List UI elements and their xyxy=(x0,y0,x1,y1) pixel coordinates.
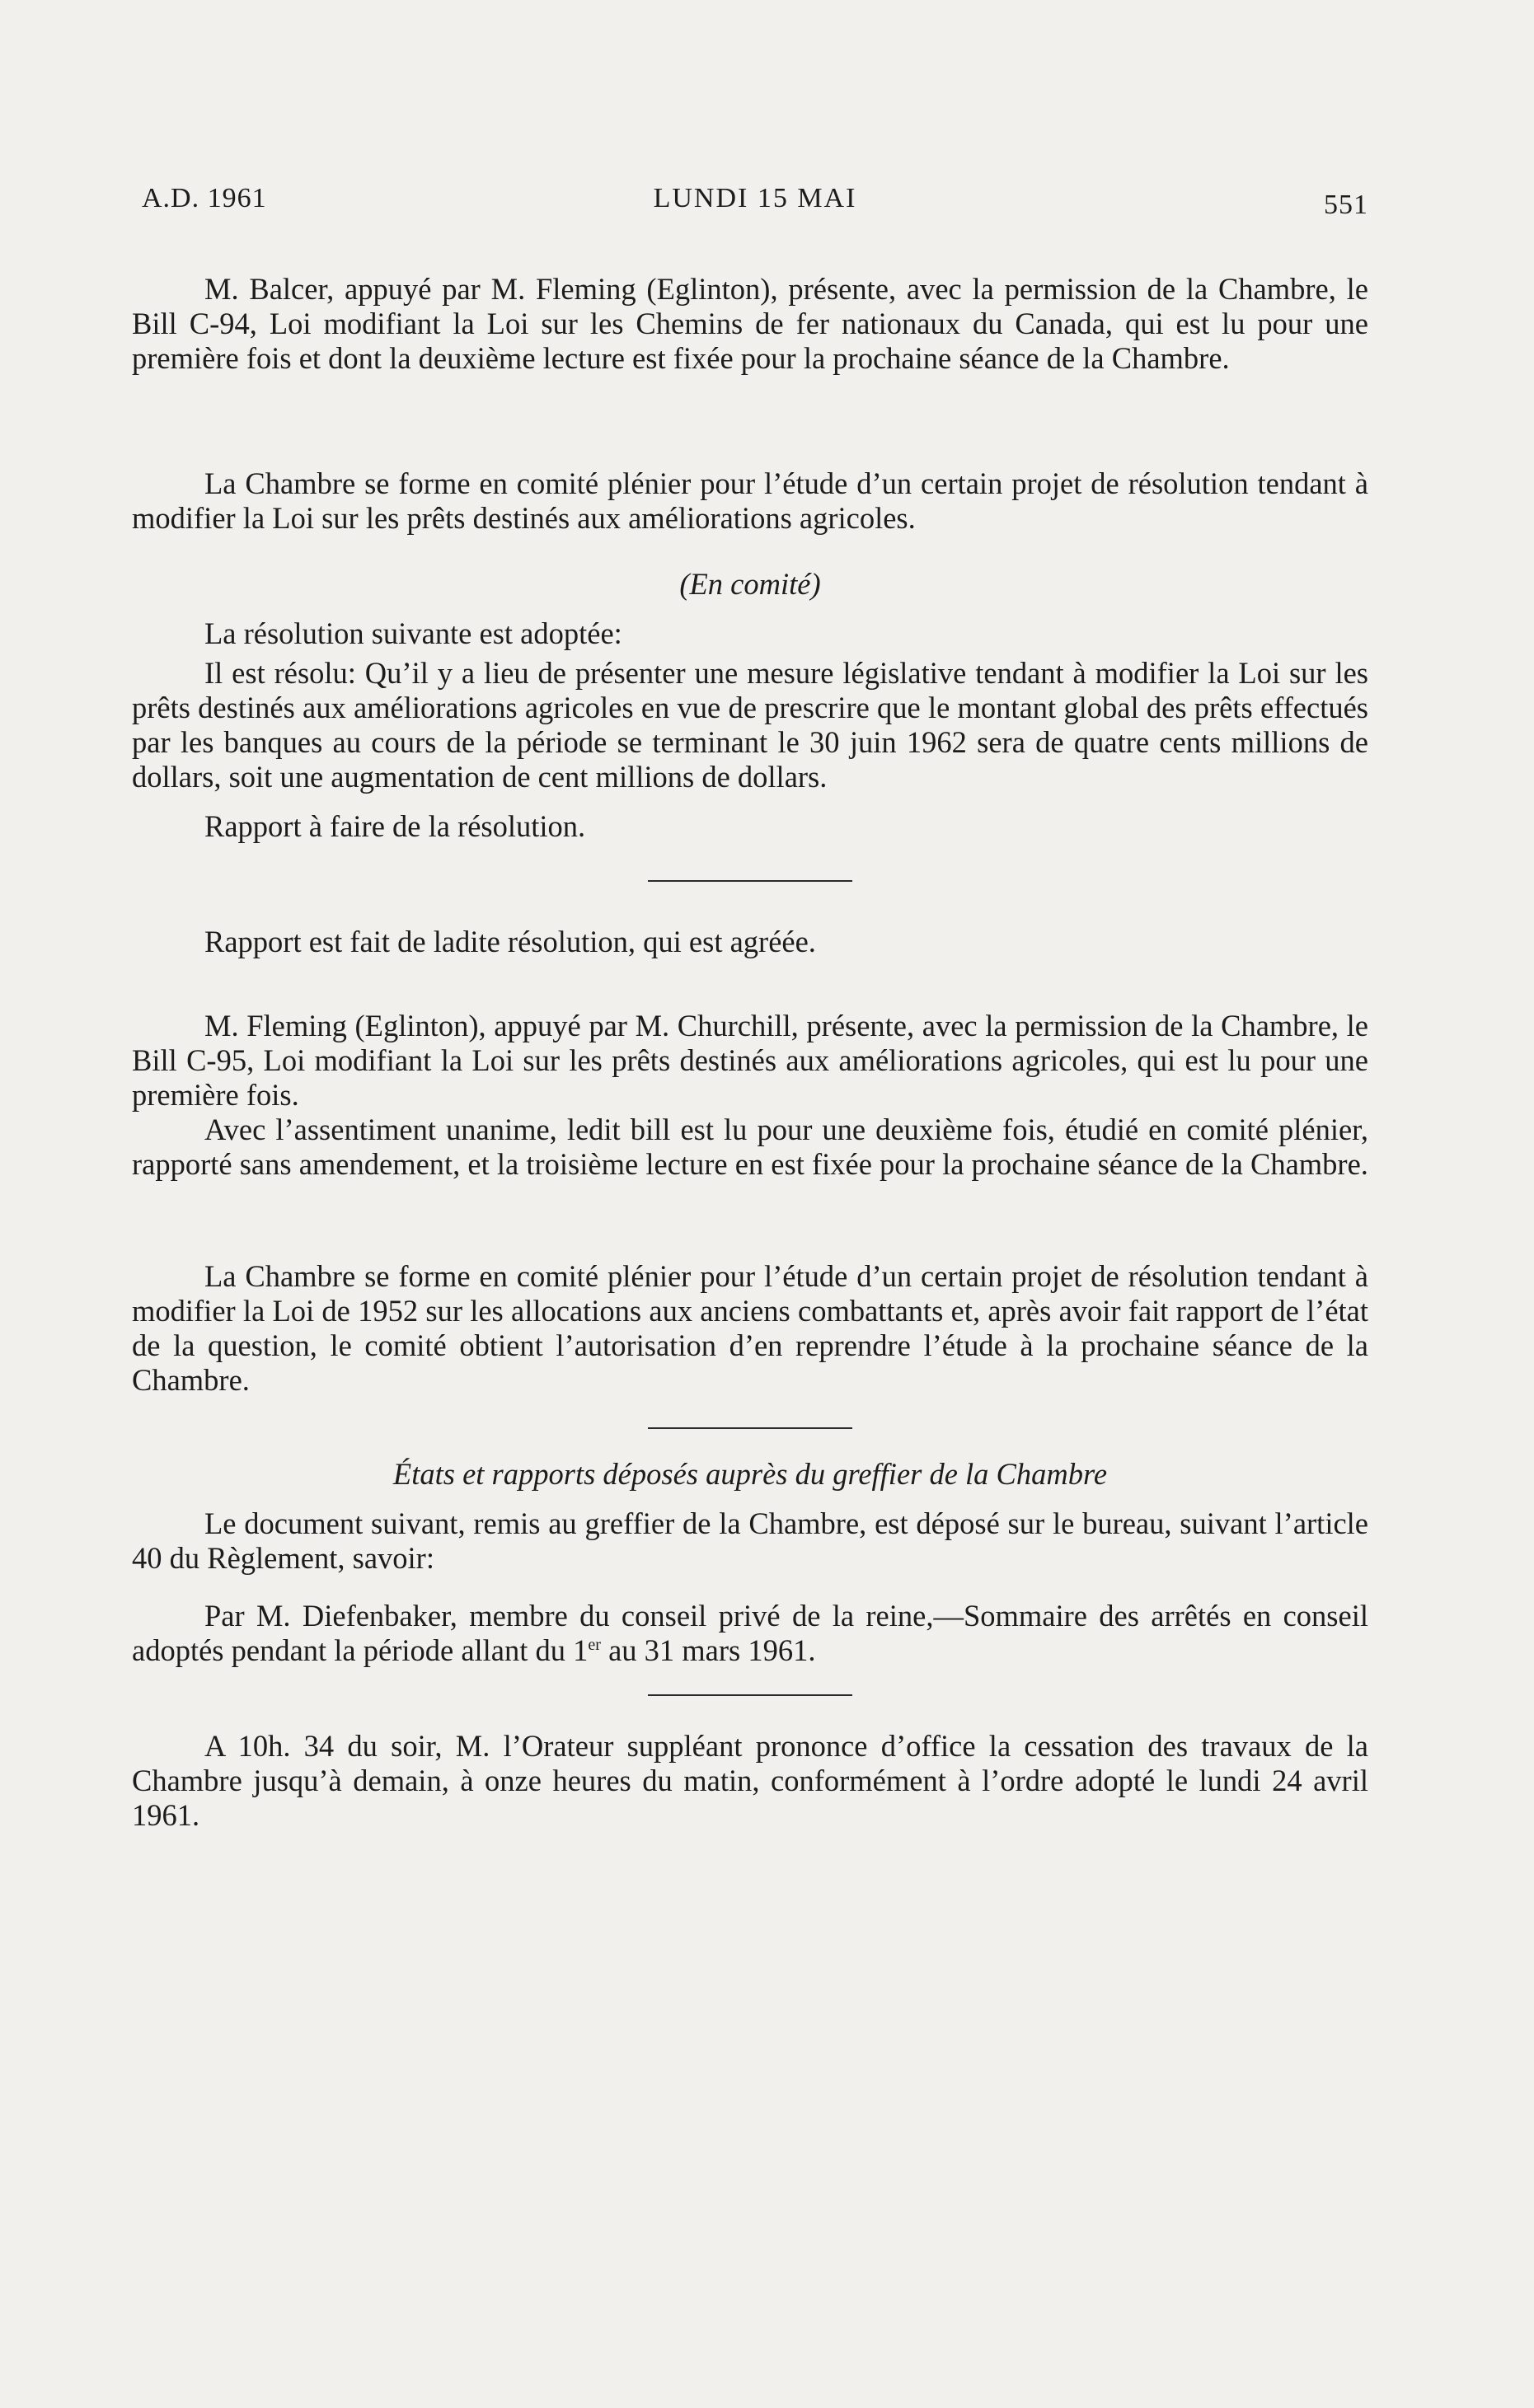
paragraph-bill-c94: M. Balcer, appuyé par M. Fleming (Eglinton), présente, avec la permission de la Chambre, le Bill C-94, Loi modifiant la Loi sur les Chemins de fer nationaux du Canada, qui est lu pour une première fois et dont la deuxième lecture est fixée pour la prochaine séance de la Chambre. xyxy=(132,272,1368,375)
paragraph-veterans-allowance: La Chambre se forme en comité plénier pour l’étude d’un certain projet de résolution tendant à modifier la Loi de 1952 sur les allocations aux anciens combattants et, après avoir fait rapport de l’état de la question, le comité obtient l’autorisation d’en reprendre l’étude à la prochaine séance de la Chambre. xyxy=(132,1259,1368,1397)
paragraph-bill-c95: M. Fleming (Eglinton), appuyé par M. Churchill, présente, avec la permission de la Chambre, le Bill C-95, Loi modifiant la Loi sur les prêts destinés aux améliorations agricoles, qui est lu pour une première fois. xyxy=(132,1009,1368,1112)
page-number: 551 xyxy=(1324,190,1368,220)
paragraph-committee-resolution: La Chambre se forme en comité plénier pour l’étude d’un certain projet de résolution tendant à modifier la Loi sur les prêts destinés aux améliorations agricoles. xyxy=(132,466,1368,535)
section-divider xyxy=(648,1694,852,1696)
header-year: A.D. 1961 xyxy=(142,183,267,213)
section-heading-returns: États et rapports déposés auprès du greffier de la Chambre xyxy=(392,1457,1108,1491)
paragraph-resolution-adopted: La résolution suivante est adoptée: xyxy=(204,616,622,650)
paragraph-diefenbaker-return xyxy=(132,1599,1368,1668)
section-divider xyxy=(648,880,852,882)
running-head xyxy=(142,183,1368,224)
page-body xyxy=(132,272,1368,1833)
paragraph-adjournment: A 10h. 34 du soir, M. l’Orateur suppléant prononce d’office la cessation des travaux de la Chambre jusqu’à demain, à onze heures du matin, conformément à l’ordre adopté le lundi 24 avril 1961. xyxy=(132,1729,1368,1832)
section-divider xyxy=(648,1427,852,1429)
return-text-end: au 31 mars 1961. xyxy=(600,1633,816,1667)
paragraph-report-made: Rapport est fait de ladite résolution, qui est agréée. xyxy=(204,925,816,958)
paragraph-document-tabled: Le document suivant, remis au greffier de la Chambre, est déposé sur le bureau, suivant l’article 40 du Règlement, savoir: xyxy=(132,1506,1368,1575)
ordinal-superscript: er xyxy=(588,1635,601,1654)
en-comite-heading: (En comité) xyxy=(679,567,821,601)
paragraph-resolution-text: Il est résolu: Qu’il y a lieu de présenter une mesure législative tendant à modifier la Loi sur les prêts destinés aux améliorations agricoles en vue de prescrire que le montant global des prêts effectués par les banques au cours de la période se terminant le 30 juin 1962 sera de quatre cents millions de dollars, soit une augmentation de cent millions de dollars. xyxy=(132,656,1368,794)
paragraph-report-to-be-made: Rapport à faire de la résolution. xyxy=(204,809,586,843)
paragraph-second-reading: Avec l’assentiment unanime, ledit bill est lu pour une deuxième fois, étudié en comité plénier, rapporté sans amendement, et la troisième lecture en est fixée pour la prochaine séance de la Chambre. xyxy=(132,1113,1368,1181)
return-text-start: Par M. Diefenbaker, membre du conseil privé de la reine,—Sommaire des arrêtés en conseil adoptés pendant la période allant du 1 xyxy=(132,1599,1368,1667)
header-date: LUNDI 15 MAI xyxy=(653,183,857,213)
